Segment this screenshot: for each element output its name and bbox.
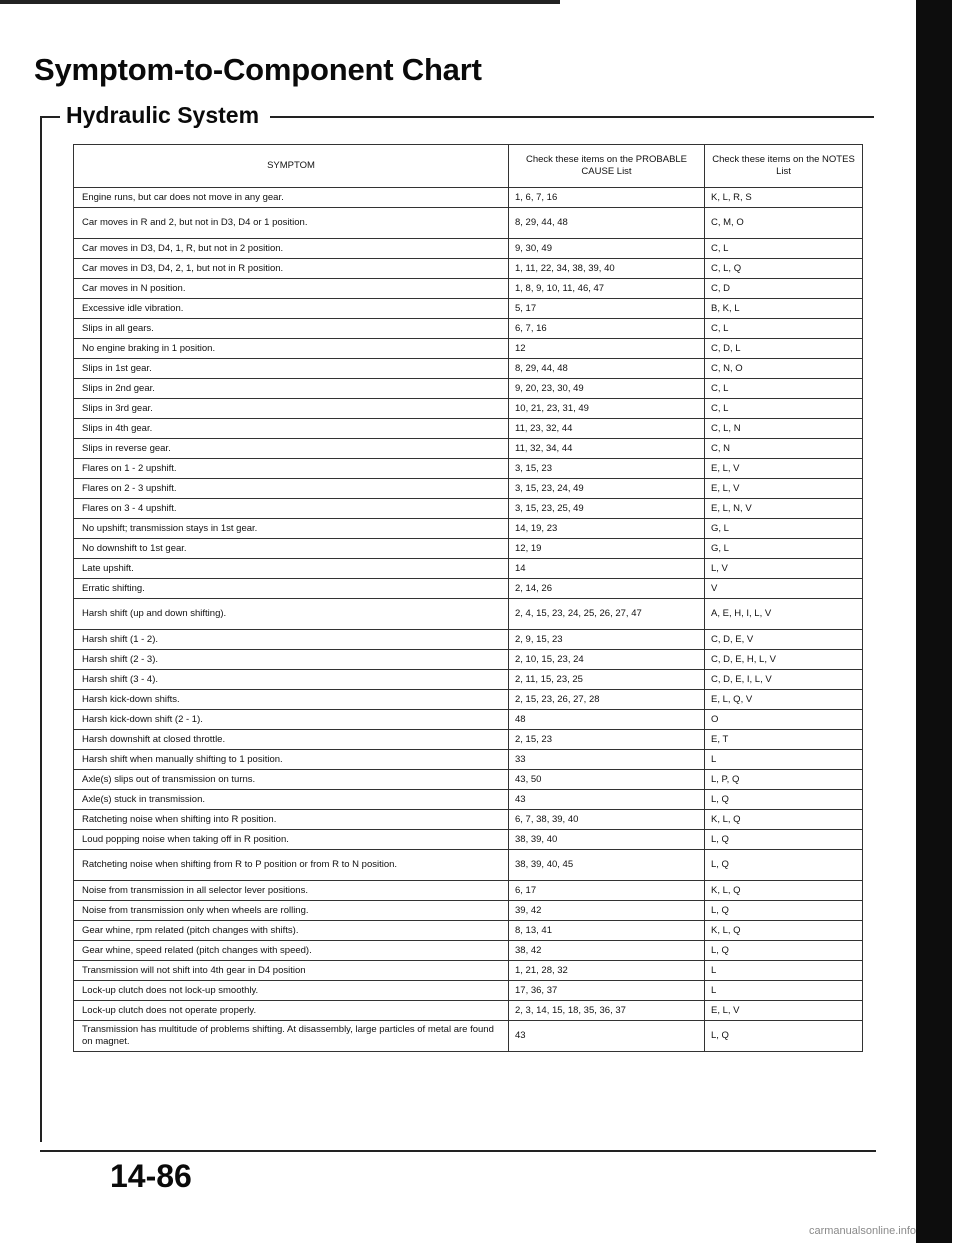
header-notes: Check these items on the NOTES List [705, 145, 863, 188]
probable-cause-cell: 12, 19 [509, 539, 705, 559]
probable-cause-cell: 8, 29, 44, 48 [509, 359, 705, 379]
symptom-cell: Harsh downshift at closed throttle. [74, 730, 509, 750]
notes-cell: K, L, R, S [705, 188, 863, 208]
table-header-row [74, 145, 863, 188]
symptom-cell: Late upshift. [74, 559, 509, 579]
probable-cause-cell: 38, 39, 40, 45 [509, 850, 705, 881]
probable-cause-cell: 33 [509, 750, 705, 770]
notes-cell: L, V [705, 559, 863, 579]
symptom-cell: Car moves in R and 2, but not in D3, D4 or 1 position. [74, 208, 509, 239]
notes-cell: A, E, H, I, L, V [705, 599, 863, 630]
table-row [74, 239, 863, 259]
table-row [74, 519, 863, 539]
notes-cell: G, L [705, 519, 863, 539]
symptom-cell: Harsh shift (up and down shifting). [74, 599, 509, 630]
page-title: Symptom-to-Component Chart [34, 52, 482, 87]
probable-cause-cell: 6, 7, 16 [509, 319, 705, 339]
probable-cause-cell: 38, 39, 40 [509, 830, 705, 850]
probable-cause-cell: 11, 23, 32, 44 [509, 419, 705, 439]
symptom-cell: Harsh shift (1 - 2). [74, 630, 509, 650]
table-row [74, 921, 863, 941]
symptom-cell: Engine runs, but car does not move in any gear. [74, 188, 509, 208]
probable-cause-cell: 14 [509, 559, 705, 579]
probable-cause-cell: 2, 15, 23, 26, 27, 28 [509, 690, 705, 710]
symptom-cell: Slips in reverse gear. [74, 439, 509, 459]
table-row [74, 439, 863, 459]
notes-cell: L, Q [705, 941, 863, 961]
table-row [74, 901, 863, 921]
probable-cause-cell: 14, 19, 23 [509, 519, 705, 539]
probable-cause-cell: 9, 30, 49 [509, 239, 705, 259]
table-row [74, 981, 863, 1001]
notes-cell: K, L, Q [705, 881, 863, 901]
probable-cause-cell: 6, 17 [509, 881, 705, 901]
notes-cell: B, K, L [705, 299, 863, 319]
symptom-cell: Slips in 1st gear. [74, 359, 509, 379]
symptom-cell: Harsh shift (3 - 4). [74, 670, 509, 690]
notes-cell: E, L, Q, V [705, 690, 863, 710]
symptom-cell: Transmission will not shift into 4th gear in D4 position [74, 961, 509, 981]
notes-cell: K, L, Q [705, 810, 863, 830]
symptom-cell: Erratic shifting. [74, 579, 509, 599]
notes-cell: C, L, Q [705, 259, 863, 279]
probable-cause-cell: 1, 11, 22, 34, 38, 39, 40 [509, 259, 705, 279]
symptom-cell: Flares on 1 - 2 upshift. [74, 459, 509, 479]
notes-cell: E, L, V [705, 479, 863, 499]
notes-cell: L, Q [705, 901, 863, 921]
probable-cause-cell: 2, 10, 15, 23, 24 [509, 650, 705, 670]
notes-cell: O [705, 710, 863, 730]
probable-cause-cell: 43, 50 [509, 770, 705, 790]
symptom-cell: Lock-up clutch does not operate properly. [74, 1001, 509, 1021]
notes-cell: C, L [705, 319, 863, 339]
notes-cell: C, N, O [705, 359, 863, 379]
probable-cause-cell: 3, 15, 23, 24, 49 [509, 479, 705, 499]
table-row [74, 1021, 863, 1052]
top-rule [0, 0, 560, 4]
table-row [74, 339, 863, 359]
notes-cell: L, P, Q [705, 770, 863, 790]
notes-cell: E, L, N, V [705, 499, 863, 519]
notes-cell: L, Q [705, 790, 863, 810]
symptom-cell: Flares on 3 - 4 upshift. [74, 499, 509, 519]
probable-cause-cell: 38, 42 [509, 941, 705, 961]
probable-cause-cell: 1, 8, 9, 10, 11, 46, 47 [509, 279, 705, 299]
symptom-cell: No upshift; transmission stays in 1st gear. [74, 519, 509, 539]
symptom-cell: Slips in 2nd gear. [74, 379, 509, 399]
section-title: Hydraulic System [66, 102, 269, 129]
probable-cause-cell: 12 [509, 339, 705, 359]
probable-cause-cell: 1, 21, 28, 32 [509, 961, 705, 981]
probable-cause-cell: 39, 42 [509, 901, 705, 921]
table-row [74, 770, 863, 790]
probable-cause-cell: 5, 17 [509, 299, 705, 319]
probable-cause-cell: 10, 21, 23, 31, 49 [509, 399, 705, 419]
table-row [74, 881, 863, 901]
page-edge-bar [922, 0, 952, 1243]
symptom-cell: Ratcheting noise when shifting into R position. [74, 810, 509, 830]
probable-cause-cell: 2, 4, 15, 23, 24, 25, 26, 27, 47 [509, 599, 705, 630]
symptom-cell: Slips in 3rd gear. [74, 399, 509, 419]
probable-cause-cell: 43 [509, 790, 705, 810]
table-row [74, 961, 863, 981]
probable-cause-cell: 2, 9, 15, 23 [509, 630, 705, 650]
notes-cell: L [705, 750, 863, 770]
symptom-cell: Harsh shift (2 - 3). [74, 650, 509, 670]
notes-cell: E, L, V [705, 1001, 863, 1021]
notes-cell: C, L [705, 379, 863, 399]
probable-cause-cell: 9, 20, 23, 30, 49 [509, 379, 705, 399]
notes-cell: E, L, V [705, 459, 863, 479]
table-row [74, 790, 863, 810]
symptom-cell: Axle(s) slips out of transmission on turns. [74, 770, 509, 790]
probable-cause-cell: 3, 15, 23 [509, 459, 705, 479]
table-row [74, 379, 863, 399]
notes-cell: L [705, 961, 863, 981]
table-row [74, 650, 863, 670]
notes-cell: C, N [705, 439, 863, 459]
notes-cell: V [705, 579, 863, 599]
probable-cause-cell: 48 [509, 710, 705, 730]
table-row [74, 579, 863, 599]
probable-cause-cell: 11, 32, 34, 44 [509, 439, 705, 459]
table-row [74, 188, 863, 208]
page-number: 14-86 [110, 1158, 192, 1194]
notes-cell: L, Q [705, 1021, 863, 1052]
probable-cause-cell: 2, 3, 14, 15, 18, 35, 36, 37 [509, 1001, 705, 1021]
symptom-cell: Gear whine, rpm related (pitch changes with shifts). [74, 921, 509, 941]
symptom-cell: Harsh shift when manually shifting to 1 position. [74, 750, 509, 770]
symptom-cell: Transmission has multitude of problems shifting. At disassembly, large particles of metal are found on magnet. [74, 1021, 509, 1052]
probable-cause-cell: 17, 36, 37 [509, 981, 705, 1001]
section-rule-left [40, 116, 60, 118]
table-row [74, 279, 863, 299]
table-row [74, 459, 863, 479]
notes-cell: C, L [705, 239, 863, 259]
table-row [74, 941, 863, 961]
notes-cell: E, T [705, 730, 863, 750]
table-row [74, 810, 863, 830]
probable-cause-cell: 8, 13, 41 [509, 921, 705, 941]
symptom-cell: Harsh kick-down shift (2 - 1). [74, 710, 509, 730]
symptom-cell: Ratcheting noise when shifting from R to P position or from R to N position. [74, 850, 509, 881]
table-row [74, 259, 863, 279]
probable-cause-cell: 2, 11, 15, 23, 25 [509, 670, 705, 690]
table-row [74, 630, 863, 650]
header-symptom: SYMPTOM [74, 145, 509, 188]
notes-cell: L, Q [705, 830, 863, 850]
symptom-cell: Gear whine, speed related (pitch changes with speed). [74, 941, 509, 961]
symptom-cell: Car moves in D3, D4, 2, 1, but not in R position. [74, 259, 509, 279]
notes-cell: C, L, N [705, 419, 863, 439]
table-row [74, 730, 863, 750]
symptom-cell: No downshift to 1st gear. [74, 539, 509, 559]
table-row [74, 690, 863, 710]
table-row [74, 830, 863, 850]
symptom-cell: Harsh kick-down shifts. [74, 690, 509, 710]
probable-cause-cell: 43 [509, 1021, 705, 1052]
bottom-rule [40, 1150, 876, 1152]
notes-cell: L, Q [705, 850, 863, 881]
table-row [74, 399, 863, 419]
symptom-cell: Slips in all gears. [74, 319, 509, 339]
symptom-cell: Lock-up clutch does not lock-up smoothly. [74, 981, 509, 1001]
table-row [74, 539, 863, 559]
probable-cause-cell: 1, 6, 7, 16 [509, 188, 705, 208]
notes-cell: L [705, 981, 863, 1001]
table-row [74, 319, 863, 339]
table-row [74, 599, 863, 630]
notes-cell: C, D [705, 279, 863, 299]
symptom-cell: Noise from transmission in all selector lever positions. [74, 881, 509, 901]
symptom-cell: Flares on 2 - 3 upshift. [74, 479, 509, 499]
symptom-cell: Slips in 4th gear. [74, 419, 509, 439]
section-rule [270, 116, 874, 118]
probable-cause-cell: 6, 7, 38, 39, 40 [509, 810, 705, 830]
table-row [74, 299, 863, 319]
symptom-cell: Loud popping noise when taking off in R position. [74, 830, 509, 850]
notes-cell: C, D, E, V [705, 630, 863, 650]
table-row [74, 670, 863, 690]
symptom-cell: Car moves in N position. [74, 279, 509, 299]
notes-cell: C, D, E, H, L, V [705, 650, 863, 670]
notes-cell: C, D, E, I, L, V [705, 670, 863, 690]
table-row [74, 1001, 863, 1021]
symptom-cell: Axle(s) stuck in transmission. [74, 790, 509, 810]
notes-cell: C, D, L [705, 339, 863, 359]
header-probable-cause: Check these items on the PROBABLE CAUSE List [509, 145, 705, 188]
table-row [74, 850, 863, 881]
symptom-cell: Excessive idle vibration. [74, 299, 509, 319]
notes-cell: G, L [705, 539, 863, 559]
notes-cell: C, L [705, 399, 863, 419]
table-row [74, 419, 863, 439]
watermark: carmanualsonline.info [808, 1225, 916, 1237]
table-row [74, 359, 863, 379]
notes-cell: C, M, O [705, 208, 863, 239]
table-row [74, 479, 863, 499]
table-row [74, 750, 863, 770]
probable-cause-cell: 2, 15, 23 [509, 730, 705, 750]
table-row [74, 499, 863, 519]
notes-cell: K, L, Q [705, 921, 863, 941]
symptom-cell: No engine braking in 1 position. [74, 339, 509, 359]
symptom-table [73, 144, 863, 1052]
table-row [74, 559, 863, 579]
table-row [74, 208, 863, 239]
symptom-cell: Car moves in D3, D4, 1, R, but not in 2 position. [74, 239, 509, 259]
symptom-cell: Noise from transmission only when wheels are rolling. [74, 901, 509, 921]
table-row [74, 710, 863, 730]
probable-cause-cell: 8, 29, 44, 48 [509, 208, 705, 239]
probable-cause-cell: 3, 15, 23, 25, 49 [509, 499, 705, 519]
probable-cause-cell: 2, 14, 26 [509, 579, 705, 599]
section-rule-vertical [40, 116, 42, 1142]
